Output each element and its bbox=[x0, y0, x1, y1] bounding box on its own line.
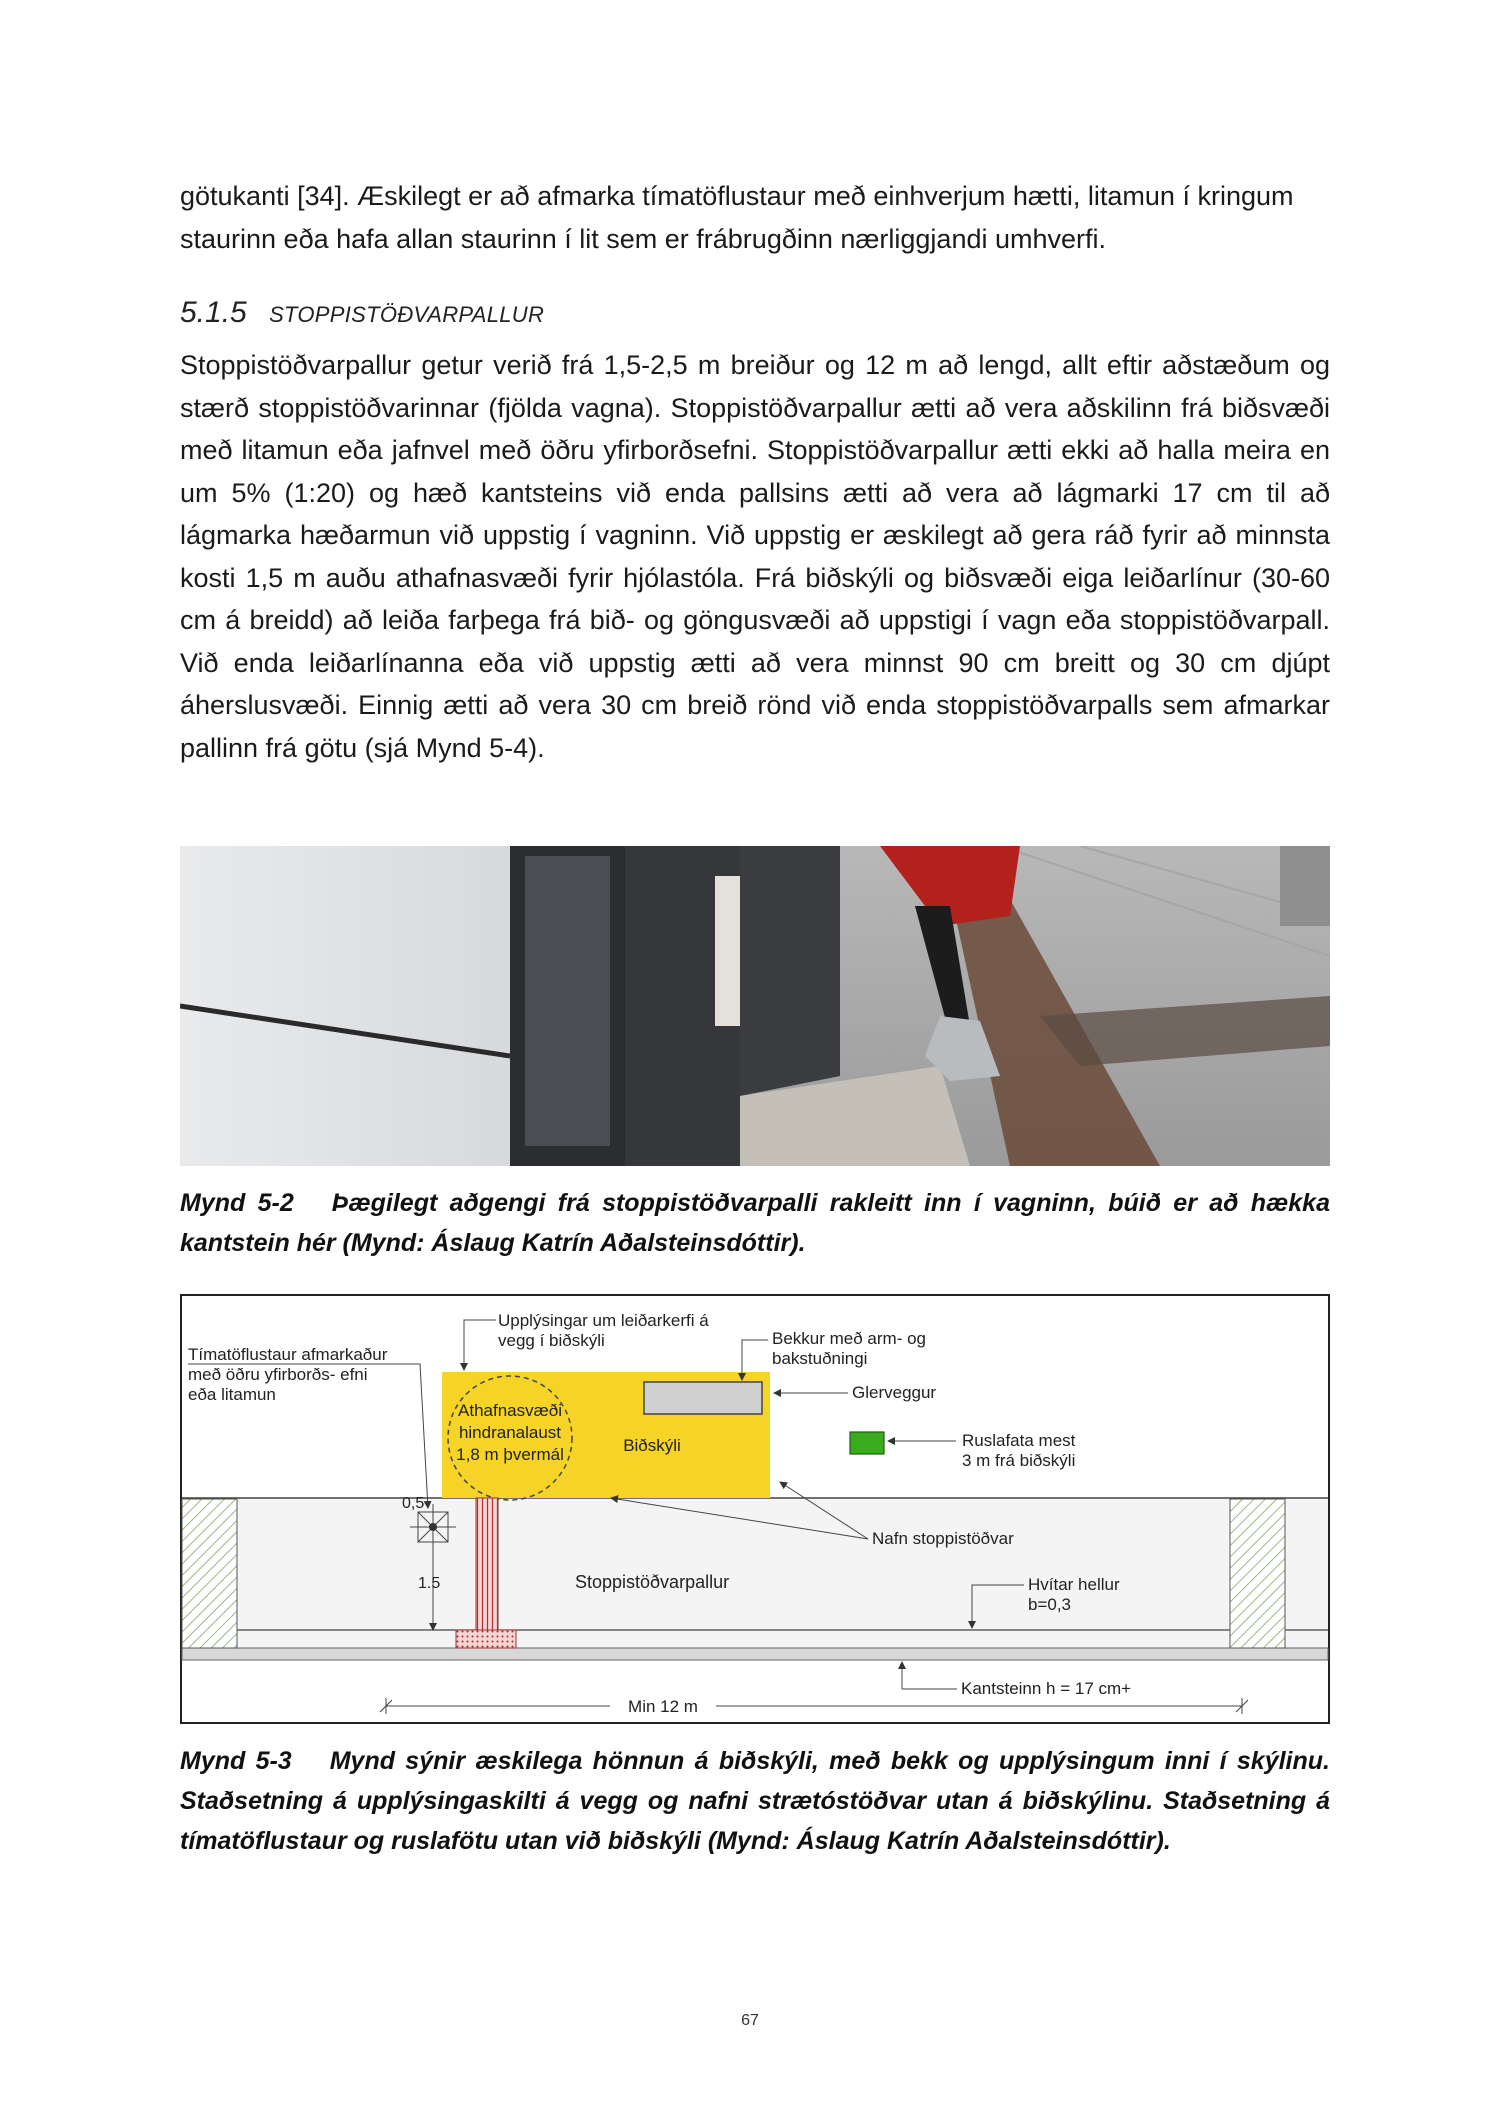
hatched-end-left bbox=[182, 1499, 237, 1648]
photo-bus-boarding bbox=[180, 846, 1330, 1166]
figure-caption-1 bbox=[180, 1183, 1330, 1263]
section-number: 5.1.5 bbox=[180, 296, 247, 329]
white-tiles-label-1: Hvítar hellur bbox=[1028, 1575, 1120, 1594]
timetable-label-3: eða litamun bbox=[188, 1385, 276, 1404]
platform-label: Stoppistöðvarpallur bbox=[575, 1572, 730, 1592]
paragraph-intro: götukanti [34]. Æskilegt er að afmarka tímatöflustaur með einhverjum hætti, litamun í kringum staurinn eða hafa allan staurinn í lit sem er frábrugðinn nærliggjandi umhverfi. bbox=[180, 181, 1294, 254]
paragraph-platform: Stoppistöðvarpallur getur verið frá 1,5-2,5 m breiður og 12 m að lengd, allt eftir aðstæðum og stærð stoppistöðvarinnar (fjölda vagna). Stoppistöðvarpallur ætti að vera aðskilinn frá biðsvæði með litamun eða jafnvel með öðru yfirborðsefni. Stoppistöðvarpallur ætti ekki að halla meira en um 5% (1:20) og hæð kantsteins við enda pallsins ætti að vera að lágmarki 17 cm til að lágmarka hæðarmun við uppstig í vagninn. Við uppstig er æskilegt að gera ráð fyrir að minnsta kosti 1,5 m auðu athafnasvæði fyrir hjólastóla. Frá biðskýli og biðsvæði eiga leiðarlínur (30-60 cm á breidd) að leiða farþega frá bið- og göngusvæði að uppstigi í vagn eða stoppistöðvarpall. Við enda leiðarlínanna eða við uppstig ætti að vera minnst 90 cm breitt og 30 cm djúpt áherslusvæði. Einnig ætti að vera 30 cm breið rönd við enda stoppistöðvarpalls sem afmarkar pallinn frá götu (sjá Mynd 5-4). bbox=[180, 350, 1330, 763]
figure-label-1: Mynd 5-2 bbox=[180, 1189, 294, 1217]
bench bbox=[644, 1382, 762, 1414]
bench-label-2: bakstuðningi bbox=[772, 1349, 868, 1368]
timetable-label-1: Tímatöflustaur afmarkaður bbox=[188, 1345, 388, 1364]
hatched-end-right bbox=[1230, 1499, 1285, 1648]
timetable-label-2: með öðru yfirborðs- efni bbox=[188, 1365, 368, 1384]
tactile-guide-line bbox=[476, 1498, 498, 1634]
bench-label-1: Bekkur með arm- og bbox=[772, 1329, 926, 1348]
bus-stop-diagram bbox=[180, 1294, 1330, 1724]
bus-body bbox=[180, 846, 510, 1166]
kerb-label: Kantsteinn h = 17 cm+ bbox=[961, 1679, 1132, 1698]
photo-illustration bbox=[180, 846, 1330, 1166]
min-length-label: Min 12 m bbox=[628, 1697, 698, 1716]
glass-wall-label: Glerveggur bbox=[852, 1383, 937, 1402]
info-label-1: Upplýsingar um leiðarkerfi á bbox=[498, 1311, 709, 1330]
figure-label-2: Mynd 5-3 bbox=[180, 1747, 292, 1775]
trash-bin-icon bbox=[850, 1432, 884, 1454]
figure-caption-text-1: Þægilegt aðgengi frá stoppistöðvarpalli rakleitt inn í vagninn, búið er að hækka kantstein hér (Mynd: Áslaug Katrín Aðalsteinsdóttir). bbox=[180, 1189, 1330, 1257]
white-tiles-label-2: b=0,3 bbox=[1028, 1595, 1072, 1614]
info-label-2: vegg í biðskýli bbox=[498, 1331, 605, 1350]
section-heading bbox=[180, 296, 544, 330]
bin-label-1: Ruslafata mest bbox=[962, 1431, 1076, 1450]
figure-caption-text-2: Mynd sýnir æskilega hönnun á biðskýli, með bekk og upplýsingum inni í skýlinu. Staðsetning á upplýsingaskilti á vegg og nafni strætóstöðvar utan á biðskýlinu. Staðsetning á tímatöflustaur og ruslafötu utan við biðskýli (Mynd: Áslaug Katrín Aðalsteinsdóttir). bbox=[180, 1747, 1330, 1855]
figure-caption-2 bbox=[180, 1741, 1330, 1861]
circle-text-3: 1,8 m þvermál bbox=[456, 1445, 564, 1464]
shelter-label: Biðskýli bbox=[623, 1436, 681, 1455]
page-number: 67 bbox=[741, 2012, 759, 2029]
timetable-pole-icon bbox=[429, 1523, 437, 1531]
bin-label-2: 3 m frá biðskýli bbox=[962, 1451, 1076, 1470]
section-title: STOPPISTÖÐVARPALLUR bbox=[269, 302, 545, 327]
dimension-0-5: 0,5 bbox=[402, 1495, 425, 1512]
dimension-1-5: 1.5 bbox=[418, 1575, 441, 1592]
circle-text-1: Athafnasvæði bbox=[458, 1401, 562, 1420]
circle-text-2: hindranalaust bbox=[458, 1423, 562, 1442]
stop-name-label: Nafn stoppistöðvar bbox=[872, 1529, 1014, 1548]
warning-area bbox=[456, 1630, 516, 1648]
diagram-svg bbox=[180, 1294, 1330, 1724]
kerb-strip bbox=[182, 1648, 1328, 1660]
